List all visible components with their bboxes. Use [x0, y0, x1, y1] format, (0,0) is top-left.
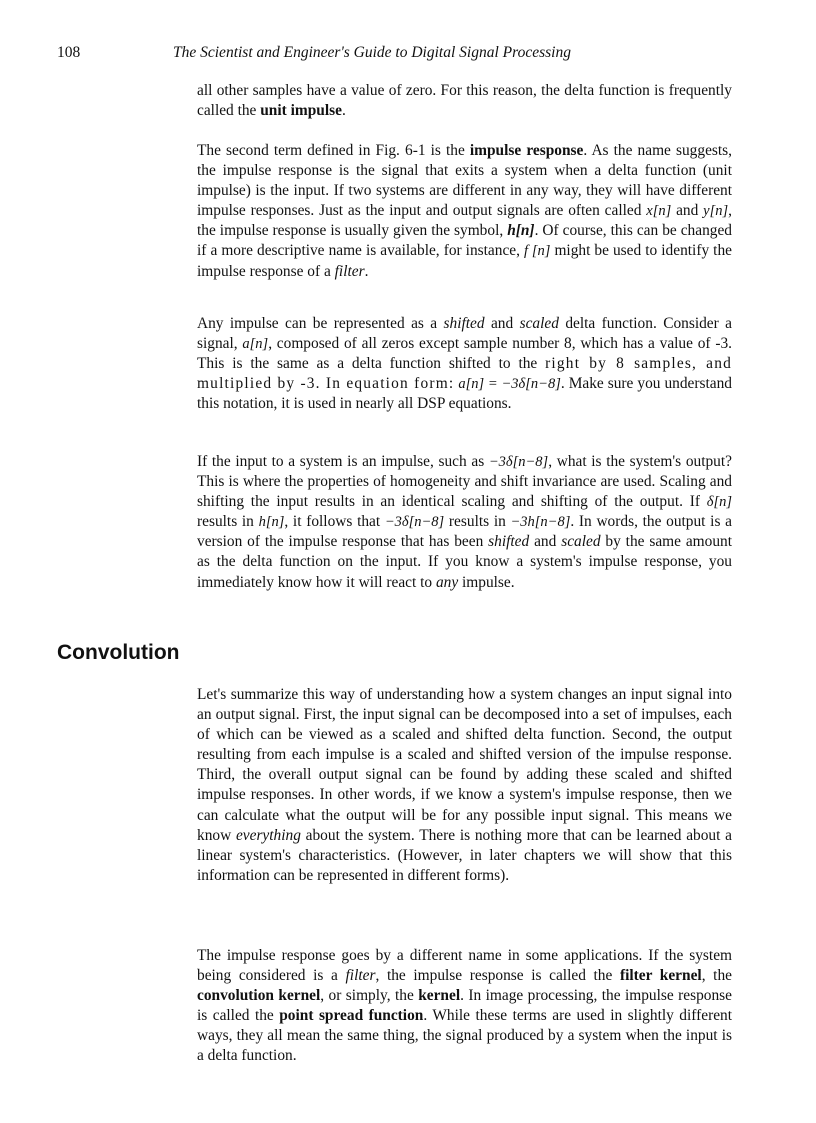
running-title: The Scientist and Engineer's Guide to Digital Signal Processing [173, 44, 571, 61]
term-kernel: kernel [418, 987, 461, 1005]
page-header [57, 44, 730, 64]
term-unit-impulse: unit impulse [260, 102, 342, 120]
equation-a-n: a[n] = −3δ[n−8] [458, 376, 561, 393]
paragraph-summary: Let's summarize this way of understanding how a system changes an input signal into an output signal. First, the input signal can be decomposed into a set of impulses, each of which can be viewed as a scaled and shifted delta function. Second, the output resulting from each impulse is a scaled and shifted version of the impulse response. Third, the overall output signal can be found by adding these scaled and shifted impulse responses. In other words, if we know a system's impulse response, then we can calculate what the output will be for any possible input signal. This means we know everything about the system. There is nothing more that can be learned about a linear system's characteristics. (However, in later chapters we will show that this information can be represented in different forms). [197, 686, 732, 884]
section-heading-convolution: Convolution [57, 641, 180, 664]
paragraph-impulse-response: The second term defined in Fig. 6-1 is the impulse response. As the name suggests, the impulse response is the signal that exits a system when a delta function (unit impulse) is the input. If two systems are different in any way, they will have different impulse responses. Just as the input and output signals are often called x[n] and y[n], the impulse response is usually given the symbol, h[n]. Of course, this can be changed if a more descriptive name is available, for instance, f [n] might be used to identify the impulse response of a filter. [197, 142, 733, 280]
paragraph-kernel-names: The impulse response goes by a different name in some applications. If the system being considered is a filter, the impulse response is called the filter kernel, the convolution kernel, or simply, the kernel. In image processing, the impulse response is called the point spread function. While these terms are used in slightly different ways, they all mean the same thing, the signal produced by a system when the input is a delta function. [197, 947, 732, 1065]
term-impulse-response: impulse response [469, 142, 584, 159]
term-point-spread-function: point spread function [279, 1007, 424, 1025]
term-convolution-kernel: convolution kernel [197, 987, 321, 1005]
page-number: 108 [57, 44, 81, 61]
term-filter-kernel: filter kernel [619, 967, 702, 985]
paragraph-system-output: If the input to a system is an impulse, such as −3δ[n−8], what is the system's output? This is where the properties of homogeneity and shift invariance are used. Scaling and shifting the input results in an identical scaling and shifting of the output. If δ[n] results in h[n], it follows that −3δ[n−8] results in −3h[n−8]. In words, the output is a version of the impulse response that has been shifted and scaled by the same amount as the delta function on the input. If you know a system's impulse response, you immediately know how it will react to any impulse. [197, 453, 733, 591]
symbol-h-n: h[n] [507, 222, 535, 240]
paragraph-unit-impulse: all other samples have a value of zero. For this reason, the delta function is frequently called the unit impulse. [197, 82, 732, 120]
paragraph-shifted-scaled: Any impulse can be represented as a shifted and scaled delta function. Consider a signal, a[n], composed of all zeros except sample number 8, which has a value of -3. This is the same as a delta function shifted to the right by 8 samples, and multiplied by -3. In equation form: a[n] = −3δ[n−8]. Make sure you understand this notation, it is used in nearly all DSP equations. [197, 315, 733, 413]
